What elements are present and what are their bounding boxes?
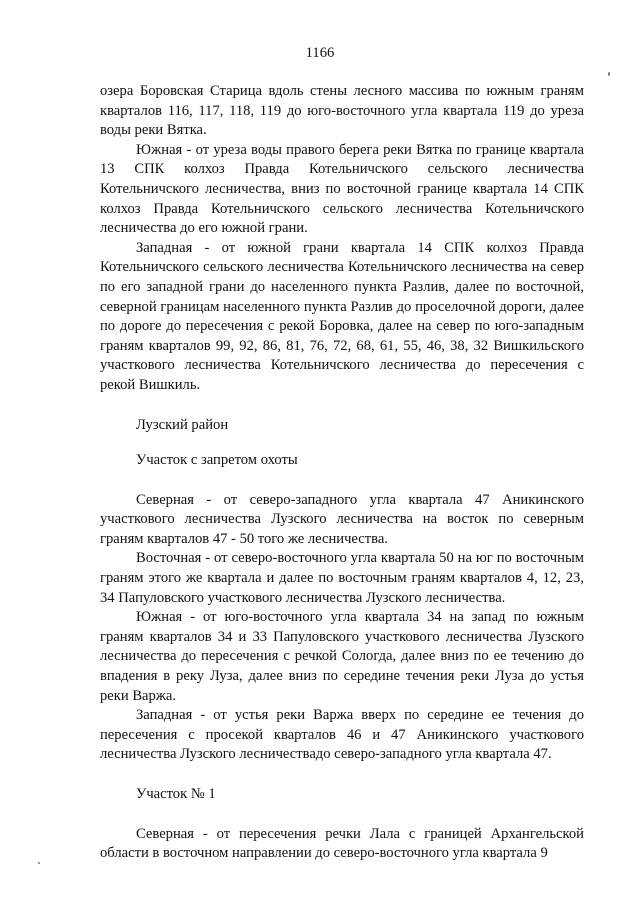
scan-speck bbox=[38, 862, 40, 864]
paragraph-south-boundary: Южная - от уреза воды правого берега реки Вятка по границе квартала 13 СПК колхоз Правда Котельничского сельского лесничества Котельничского лесничества, вниз по восточной границе квартала 14 СПК колхоз Правда Котельничского сельского лесничества Котельничского лесничества до его южной грани. bbox=[100, 141, 584, 237]
paragraph-continuation: озера Боровская Старица вдоль стены лесного массива по южным граням кварталов 116, 117, 118, 119 до юго-восточного угла квартала 119 до уреза воды реки Вятка. bbox=[100, 83, 584, 139]
section-heading-plot-1: Участок № 1 bbox=[136, 786, 216, 802]
paragraph-west-boundary: Западная - от южной грани квартала 14 СПК колхоз Правда Котельничского сельского лесничества Котельничского лесничества на север по его западной грани до населенного пункта Разлив, далее по восточной, северной границам населенного пункта Разлив до проселочной дороги, далее по дороге до пересечения с рекой Боровка, далее на север по юго-западным граням кварталов 99, 92, 86, 81, 76, 72, 68, 61, 55, 46, 38, 32 Вишкильского участкового лесничества Котельничского лесничества до пересечения с рекой Вишкиль. bbox=[100, 239, 584, 393]
paragraph-west-boundary-2: Западная - от устья реки Варжа вверх по середине ее течения до пересечения с просекой кварталов 46 и 47 Аникинского участкового лесничества Лузского лесничествадо северо-западного угла квартала 47. bbox=[100, 707, 584, 763]
document-body bbox=[100, 82, 584, 864]
district-heading: Лузский район bbox=[136, 416, 229, 433]
scan-speck bbox=[608, 72, 610, 76]
paragraph-north-boundary-plot-1: Северная - от пересечения речки Лала с границей Архангельской области в восточном направлении до северо-восточного угла квартала 9 bbox=[100, 825, 584, 862]
page-number: 1166 bbox=[305, 45, 335, 61]
section-heading-hunting-ban: Участок с запретом охоты bbox=[136, 452, 298, 469]
paragraph-north-boundary: Северная - от северо-западного угла квартала 47 Аникинского участкового лесничества Лузского лесничества на восток по северным граням кварталов 47 - 50 того же лесничества. bbox=[100, 491, 584, 547]
paragraph-east-boundary: Восточная - от северо-восточного угла квартала 50 на юг по восточным граням этого же квартала и далее по восточным граням кварталов 4, 12, 23, 34 Папуловского участкового лесничества Лузского лесничества. bbox=[100, 550, 584, 606]
paragraph-south-boundary-2: Южная - от юго-восточного угла квартала 34 на запад по южным граням кварталов 34 и 33 Папуловского участкового лесничества Лузского лесничества до пересечения с речкой Сологда, далее вниз по ее течению до впадения в реку Луза, далее вниз по середине течения реки Луза до устья реки Варжа. bbox=[100, 609, 584, 704]
